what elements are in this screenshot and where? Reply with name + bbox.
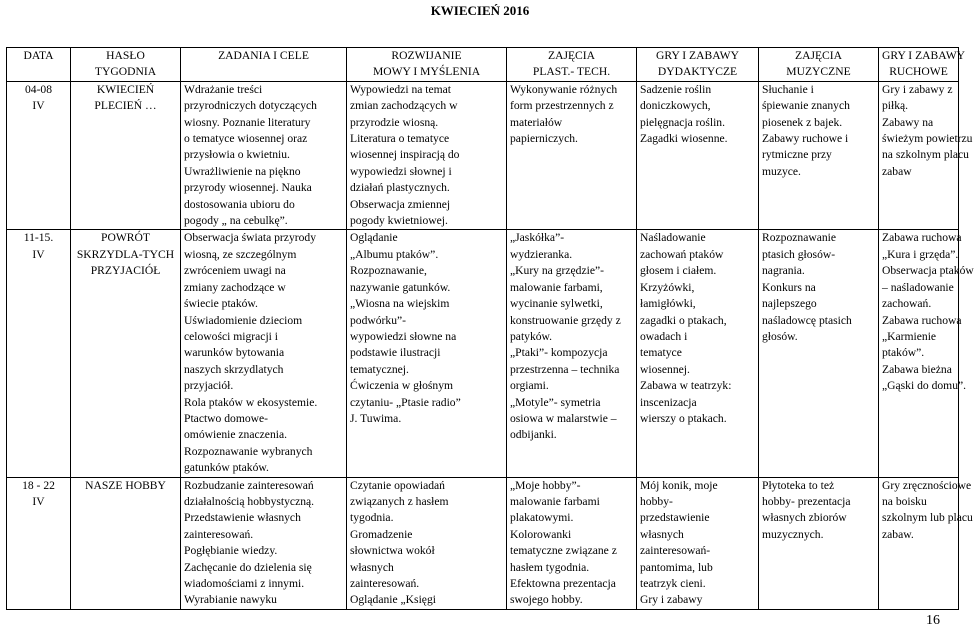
activity-cell (347, 477, 507, 609)
cell-line: ptaków”. (882, 346, 925, 360)
cell-line: zainteresowań. (184, 527, 254, 541)
cell-line: MOWY I MYŚLENIA (372, 65, 481, 79)
table-row (7, 81, 959, 230)
cell-line: Wdrażanie treści (184, 82, 263, 96)
cell-line: głosów. (762, 329, 798, 343)
cell-line: wierszy o ptakach. (640, 411, 727, 425)
cell-line: plakatowymi. (510, 511, 574, 525)
cell-line: pogody kwietniowej. (350, 214, 448, 228)
cell-line: wiosną, ze szczególnym (184, 247, 297, 261)
cell-line: muzyce. (762, 164, 801, 178)
cell-line: zmiany zachodzące w (184, 280, 286, 294)
cell-line: zachowań. (882, 297, 932, 311)
cell-line: 04-08 (24, 82, 53, 96)
cell-line: 11-15. (23, 231, 54, 245)
cell-line: na szkolnym placu (882, 148, 969, 162)
cell-line: wydzieranka. (510, 247, 573, 261)
cell-line: doniczkowych, (640, 99, 711, 113)
cell-line: naszych skrzydlatych (184, 362, 284, 376)
cell-line: świecie ptaków. (184, 297, 258, 311)
activity-cell (507, 81, 637, 230)
lesson-plan-table (6, 47, 974, 610)
cell-line: Uwrażliwienie na piękno (184, 164, 301, 178)
cell-line: Pogłębianie wiedzy. (184, 544, 278, 558)
cell-line: przedstawienie (640, 511, 710, 525)
cell-line: HASŁO (106, 49, 145, 62)
cell-line: Gromadzenie (350, 527, 413, 541)
cell-line: tygodnia. (350, 511, 394, 525)
cell-line: ROZWIJANIE (391, 49, 462, 62)
cell-line: wycinanie sylwetki, (510, 297, 603, 311)
cell-line: Rozpoznawanie wybranych (184, 444, 313, 458)
header-row (7, 48, 959, 82)
cell-line: rytmiczne przy (762, 148, 832, 162)
cell-line: hasłem tygodnia. (510, 560, 590, 574)
theme-cell (71, 230, 181, 477)
cell-line: pielęgnacja roślin. (640, 115, 725, 129)
column-header (879, 48, 966, 82)
cell-line: przyrodniczych dotyczących (184, 99, 317, 113)
cell-line: tematyczne związane z (510, 544, 617, 558)
activity-cell (181, 230, 347, 477)
cell-line: „Ptaki”- kompozycja (510, 346, 608, 360)
cell-line: Oglądanie (350, 231, 398, 245)
activity-cell (181, 477, 347, 609)
cell-line: Zabawy na (882, 115, 934, 129)
cell-line: IV (32, 247, 45, 261)
column-header (71, 48, 181, 82)
cell-line: wypowiedzi słownej i (350, 164, 452, 178)
cell-line: Gry i zabawy z (882, 82, 953, 96)
cell-line: Kolorowanki (510, 527, 572, 541)
cell-line: własnych zbiorów (762, 511, 847, 525)
cell-line: dostosowania ubioru do (184, 197, 295, 211)
column-header (347, 48, 507, 82)
cell-line: Czytanie opowiadań (350, 478, 445, 492)
cell-line: nazywanie gatunków. (350, 280, 451, 294)
cell-line: na boisku (882, 494, 927, 508)
cell-line: przyrodzie wiosną. (350, 115, 439, 129)
cell-line: muzycznych. (762, 527, 824, 541)
cell-line: „Jaskółka”- (510, 231, 565, 245)
cell-line: piłką. (882, 99, 909, 113)
cell-line: „Wiosna na wiejskim (350, 297, 450, 311)
cell-line: osiowa w malarstwie – (510, 411, 617, 425)
cell-line: wiosennej inspiracją do (350, 148, 460, 162)
cell-line: zainteresowań- (640, 544, 711, 558)
cell-line: łamigłówki, (640, 297, 696, 311)
cell-line: owadach i (640, 329, 688, 343)
cell-line: ZADANIA I CELE (218, 49, 309, 62)
cell-line: NASZE HOBBY (85, 478, 166, 492)
cell-line: IV (32, 494, 45, 508)
cell-line: POWRÓT (101, 231, 150, 245)
activity-cell (759, 81, 879, 230)
cell-line: form przestrzennych z (510, 99, 614, 113)
cell-line: hobby- (640, 494, 673, 508)
cell-line: Sadzenie roślin (640, 82, 712, 96)
cell-line: Oglądanie „Księgi (350, 593, 436, 607)
cell-line: GRY I ZABAWY (882, 49, 966, 62)
cell-line: Krzyżówki, (640, 280, 695, 294)
activity-cell (507, 477, 637, 609)
cell-line: „Karmienie (882, 329, 937, 343)
table-header (7, 48, 966, 82)
activity-cell (759, 477, 879, 609)
cell-line: Literatura o tematyce (350, 132, 450, 146)
cell-line: „Kura i grzęda”. (882, 247, 959, 261)
cell-line: PLECIEŃ … (94, 99, 157, 113)
theme-cell (71, 81, 181, 230)
column-header (181, 48, 347, 82)
cell-line: pantomima, lub (640, 560, 713, 574)
cell-line: RUCHOWE (889, 65, 948, 79)
cell-line: Rola ptaków w ekosystemie. (184, 395, 318, 409)
cell-line: DATA (23, 49, 54, 62)
date-cell (7, 477, 71, 609)
cell-line: wiosny. Poznanie literatury (184, 115, 311, 129)
cell-line: DYDAKTYCZE (657, 65, 738, 79)
cell-line: zachowań ptaków (640, 247, 724, 261)
cell-line: celowości migracji i (184, 329, 279, 343)
activity-cell (879, 477, 973, 609)
cell-line: własnych (640, 527, 684, 541)
column-header (759, 48, 879, 82)
cell-line: Zabawa w teatrzyk: (640, 379, 732, 393)
cell-line: Zabawa ruchowa (882, 313, 962, 327)
cell-line: zwróceniem uwagi na (184, 264, 286, 278)
cell-line: wiadomościami z innymi. (184, 577, 305, 590)
activity-cell (181, 81, 347, 230)
activity-cell (347, 81, 507, 230)
cell-line: Obserwacja zmiennej (350, 197, 451, 211)
cell-line: tematyce (640, 346, 682, 360)
cell-line: Rozpoznawanie, (350, 264, 427, 278)
activity-cell (879, 81, 973, 230)
cell-line: swojego hobby. (510, 593, 583, 607)
cell-line: Gry i zabawy (640, 593, 703, 607)
cell-line: „Gąski do domu”. (882, 379, 967, 393)
cell-line: Przedstawienie własnych (184, 511, 301, 525)
cell-line: SKRZYDLA-TYCH (76, 247, 175, 261)
column-header (7, 48, 71, 82)
cell-line: Rozpoznawanie (762, 231, 837, 245)
cell-line: materiałów (510, 115, 563, 129)
cell-line: Obserwacja ptaków (882, 264, 974, 278)
cell-line: Ptactwo domowe- (184, 411, 269, 425)
page-number: 16 (926, 613, 940, 628)
cell-line: hobby- prezentacja (762, 494, 851, 508)
cell-line: przysłowia o kwietniu. (184, 148, 290, 162)
activity-cell (637, 230, 759, 477)
cell-line: działań plastycznych. (350, 181, 450, 195)
cell-line: działalnością hobbystyczną. (184, 494, 315, 508)
cell-line: malowanie farbami (510, 494, 600, 508)
cell-line: Rozbudzanie zainteresowań (184, 478, 314, 492)
cell-line: Mój konik, moje (640, 478, 718, 492)
cell-line: pogody „ na cebulkę”. (184, 214, 288, 228)
theme-cell (71, 477, 181, 609)
cell-line: orgiami. (510, 379, 549, 393)
cell-line: „Kury na grzędzie”- (510, 264, 604, 278)
cell-line: nagrania. (762, 264, 805, 278)
cell-line: świeżym powietrzu (882, 132, 973, 146)
cell-line: PLAST.- TECH. (532, 65, 611, 79)
cell-line: czytaniu- „Ptasie radio” (350, 395, 461, 409)
table-row (7, 230, 959, 477)
cell-line: „Moje hobby”- (510, 478, 581, 492)
cell-line: – naśladowanie (882, 280, 954, 294)
cell-line: Obserwacja świata przyrody (184, 231, 316, 245)
cell-line: o tematyce wiosennej oraz (184, 132, 308, 146)
date-cell (7, 81, 71, 230)
cell-line: Uświadomienie dzieciom (184, 313, 303, 327)
cell-line: wypowiedzi słowne na (350, 329, 457, 343)
cell-line: Naśladowanie (640, 231, 706, 245)
cell-line: Zabawa bieżna (882, 362, 952, 376)
activity-cell (637, 477, 759, 609)
page-title: KWIECIEŃ 2016 (430, 3, 530, 18)
cell-line: warunków bytowania (184, 346, 285, 360)
cell-line: przyrody wiosennej. Nauka (184, 181, 312, 195)
cell-line: „Albumu ptaków”. (350, 247, 439, 261)
cell-line: TYGODNIA (94, 65, 157, 79)
cell-line: Zabawy ruchowe i (762, 132, 849, 146)
cell-line: podstawie ilustracji (350, 346, 441, 360)
cell-line: gatunków ptaków. (184, 461, 269, 475)
cell-line: „Motyle”- symetria (510, 395, 601, 409)
activity-cell (347, 230, 507, 477)
cell-line: Płytoteka to też (762, 478, 835, 492)
cell-line: przyjaciół. (184, 379, 234, 393)
cell-line: szkolnym lub placu (882, 511, 973, 525)
cell-line: zmian zachodzących w (350, 99, 458, 113)
cell-line: zabaw. (882, 527, 914, 541)
cell-line: Wypowiedzi na temat (350, 82, 452, 96)
cell-line: piosenek z bajek. (762, 115, 843, 129)
cell-line: IV (32, 99, 45, 113)
cell-line: Wykonywanie różnych (510, 82, 618, 96)
cell-line: głosem i ciałem. (640, 264, 717, 278)
column-header (507, 48, 637, 82)
table-body (7, 81, 974, 609)
cell-line: słownictwa wokół (350, 544, 435, 558)
cell-line: naśladowcę ptasich (762, 313, 852, 327)
activity-cell (637, 81, 759, 230)
cell-line: śpiewanie znanych (762, 99, 850, 113)
cell-line: MUZYCZNE (786, 65, 851, 79)
cell-line: papierniczych. (510, 132, 578, 146)
date-cell (7, 230, 71, 477)
cell-line: Gry zręcznościowe (882, 478, 972, 492)
cell-line: inscenizacja (640, 395, 697, 409)
cell-line: najlepszego (762, 297, 817, 311)
cell-line: zainteresowań. (350, 577, 420, 590)
cell-line: Wyrabianie nawyku (184, 593, 277, 607)
cell-line: związanych z hasłem (350, 494, 449, 508)
activity-cell (879, 230, 974, 477)
column-header (637, 48, 759, 82)
cell-line: KWIECIEŃ (96, 82, 155, 96)
cell-line: J. Tuwima. (350, 411, 402, 425)
cell-line: przestrzenna – technika (510, 362, 620, 376)
cell-line: Efektowna prezentacja (510, 577, 616, 590)
cell-line: Ćwiczenia w głośnym (350, 379, 454, 393)
cell-line: konstruowanie grzędy z (510, 313, 621, 327)
cell-line: Słuchanie i (762, 82, 814, 96)
cell-line: Zabawa ruchowa (882, 231, 962, 245)
cell-line: teatrzyk cieni. (640, 577, 706, 590)
cell-line: 18 - 22 (22, 478, 55, 492)
cell-line: GRY I ZABAWY (655, 49, 739, 62)
cell-line: Zachęcanie do dzielenia się (184, 560, 312, 574)
cell-line: podwórku”- (350, 313, 407, 327)
activity-cell (759, 230, 879, 477)
cell-line: ZAJĘCIA (794, 49, 842, 62)
cell-line: Konkurs na (762, 280, 816, 294)
cell-line: odbijanki. (510, 428, 557, 442)
cell-line: wiosennej. (640, 362, 690, 376)
cell-line: zabaw (882, 164, 912, 178)
cell-line: malowanie farbami, (510, 280, 603, 294)
cell-line: własnych (350, 560, 394, 574)
activity-cell (507, 230, 637, 477)
cell-line: PRZYJACIÓŁ (90, 264, 161, 278)
cell-line: zagadki o ptakach, (640, 313, 727, 327)
cell-line: tematycznej. (350, 362, 409, 376)
cell-line: Zagadki wiosenne. (640, 132, 728, 146)
cell-line: ptasich głosów- (762, 247, 836, 261)
cell-line: patyków. (510, 329, 553, 343)
table-row (7, 477, 959, 609)
cell-line: ZAJĘCIA (547, 49, 595, 62)
cell-line: omówienie znaczenia. (184, 428, 288, 442)
